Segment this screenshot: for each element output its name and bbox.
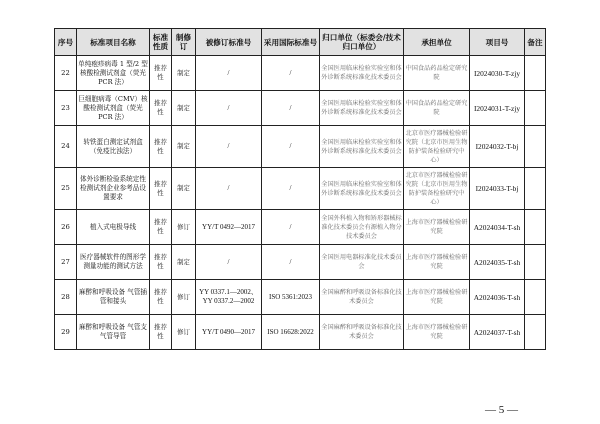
cell-intl: / — [262, 91, 320, 126]
cell-revised: / — [196, 168, 262, 210]
cell-type: 修订 — [172, 280, 196, 315]
cell-remark — [525, 56, 546, 91]
cell-code: A2024034-T-sh — [470, 210, 525, 245]
cell-type: 修订 — [172, 210, 196, 245]
cell-type: 制定 — [172, 245, 196, 280]
cell-intl: / — [262, 245, 320, 280]
header-type: 制修订 — [172, 29, 196, 56]
table-row — [55, 56, 546, 91]
cell-unit: 全国麻醉和呼吸设备标准化技术委员会 — [320, 280, 404, 315]
cell-nature: 推荐性 — [150, 210, 172, 245]
cell-seq: 22 — [55, 56, 77, 91]
cell-nature: 推荐性 — [150, 315, 172, 350]
cell-seq: 24 — [55, 126, 77, 168]
header-intl: 采用国际标准号 — [262, 29, 320, 56]
cell-name: 体外诊断检验系统定性检测试剂企业参考品设置要求 — [77, 168, 150, 210]
cell-nature: 推荐性 — [150, 56, 172, 91]
cell-nature: 推荐性 — [150, 168, 172, 210]
cell-nature: 推荐性 — [150, 280, 172, 315]
table-row — [55, 280, 546, 315]
table-row — [55, 91, 546, 126]
cell-code: I2024031-T-zjy — [470, 91, 525, 126]
cell-code: I2024030-T-zjy — [470, 56, 525, 91]
cell-seq: 26 — [55, 210, 77, 245]
cell-undertake: 北京市医疗器械检验研究院（北京市医用生物防护装备检验研究中心） — [404, 168, 470, 210]
cell-code: A2024035-T-sh — [470, 245, 525, 280]
cell-nature: 推荐性 — [150, 126, 172, 168]
cell-type: 修订 — [172, 315, 196, 350]
cell-name: 植入式电极导线 — [77, 210, 150, 245]
cell-seq: 25 — [55, 168, 77, 210]
cell-unit: 全国医用临床检验实验室和体外诊断系统标准化技术委员会 — [320, 91, 404, 126]
cell-unit: 全国麻醉和呼吸设备标准化技术委员会 — [320, 315, 404, 350]
cell-type: 制定 — [172, 168, 196, 210]
cell-unit: 全国医用临床检验实验室和体外诊断系统标准化技术委员会 — [320, 126, 404, 168]
cell-intl: / — [262, 168, 320, 210]
cell-unit: 全国外科植入物和矫形器械标准化技术委员会有源植入物分技术委员会 — [320, 210, 404, 245]
cell-intl: / — [262, 210, 320, 245]
cell-name: 麻醉和呼吸设备 气管插管和接头 — [77, 280, 150, 315]
cell-code: I2024032-T-bj — [470, 126, 525, 168]
cell-name: 医疗器械软件的图形学测量功能的测试方法 — [77, 245, 150, 280]
cell-seq: 28 — [55, 280, 77, 315]
table-body — [55, 56, 546, 350]
header-name: 标准项目名称 — [77, 29, 150, 56]
page-number: — 5 — — [485, 404, 518, 416]
cell-revised: / — [196, 245, 262, 280]
cell-undertake: 上海市医疗器械检验研究院 — [404, 280, 470, 315]
cell-revised: YY/T 0492—2017 — [196, 210, 262, 245]
cell-remark — [525, 91, 546, 126]
cell-name: 麻醉和呼吸设备 气管支气管导管 — [77, 315, 150, 350]
header-remark: 备注 — [525, 29, 546, 56]
cell-remark — [525, 168, 546, 210]
cell-intl: ISO 5361:2023 — [262, 280, 320, 315]
cell-remark — [525, 210, 546, 245]
cell-revised: / — [196, 91, 262, 126]
cell-unit: 全国医用临床检验实验室和体外诊断系统标准化技术委员会 — [320, 168, 404, 210]
cell-undertake: 上海市医疗器械检验研究院 — [404, 245, 470, 280]
cell-undertake: 北京市医疗器械检验研究院（北京市医用生物防护装备检验研究中心） — [404, 126, 470, 168]
cell-undertake: 中国食品药品检定研究院 — [404, 56, 470, 91]
cell-nature: 推荐性 — [150, 245, 172, 280]
cell-name: 单纯疱疹病毒 1 型/2 型核酸检测试剂盒（荧光 PCR 法） — [77, 56, 150, 91]
cell-unit: 全国医用临床检验实验室和体外诊断系统标准化技术委员会 — [320, 56, 404, 91]
table-row — [55, 245, 546, 280]
cell-type: 制定 — [172, 91, 196, 126]
cell-remark — [525, 245, 546, 280]
cell-seq: 29 — [55, 315, 77, 350]
standards-table — [54, 28, 546, 350]
cell-remark — [525, 280, 546, 315]
cell-code: I2024033-T-bj — [470, 168, 525, 210]
cell-revised: / — [196, 56, 262, 91]
cell-type: 制定 — [172, 56, 196, 91]
cell-undertake: 中国食品药品检定研究院 — [404, 91, 470, 126]
cell-revised: YY 0337.1—2002、YY 0337.2—2002 — [196, 280, 262, 315]
header-code: 项目号 — [470, 29, 525, 56]
cell-name: 巨细胞病毒（CMV）核酸检测试剂盒（荧光 PCR 法） — [77, 91, 150, 126]
cell-revised: YY/T 0490—2017 — [196, 315, 262, 350]
header-seq: 序号 — [55, 29, 77, 56]
cell-type: 制定 — [172, 126, 196, 168]
cell-intl: / — [262, 56, 320, 91]
cell-undertake: 上海市医疗器械检验研究院 — [404, 210, 470, 245]
cell-undertake: 上海市医疗器械检验研究院 — [404, 315, 470, 350]
table-row — [55, 315, 546, 350]
header-unit: 归口单位（标委会/技术归口单位） — [320, 29, 404, 56]
cell-code: A2024036-T-sh — [470, 280, 525, 315]
cell-intl: / — [262, 126, 320, 168]
cell-remark — [525, 315, 546, 350]
cell-name: 转铁蛋白测定试剂盒（免疫比浊法） — [77, 126, 150, 168]
cell-seq: 23 — [55, 91, 77, 126]
cell-intl: ISO 16628:2022 — [262, 315, 320, 350]
cell-remark — [525, 126, 546, 168]
table-row — [55, 210, 546, 245]
header-undertake: 承担单位 — [404, 29, 470, 56]
table-header — [55, 29, 546, 56]
cell-unit: 全国医用电器标准化技术委员会 — [320, 245, 404, 280]
cell-nature: 推荐性 — [150, 91, 172, 126]
table-row — [55, 126, 546, 168]
cell-seq: 27 — [55, 245, 77, 280]
cell-code: A2024037-T-sh — [470, 315, 525, 350]
table-row — [55, 168, 546, 210]
header-revised: 被修订标准号 — [196, 29, 262, 56]
cell-revised: / — [196, 126, 262, 168]
header-nature: 标准性质 — [150, 29, 172, 56]
